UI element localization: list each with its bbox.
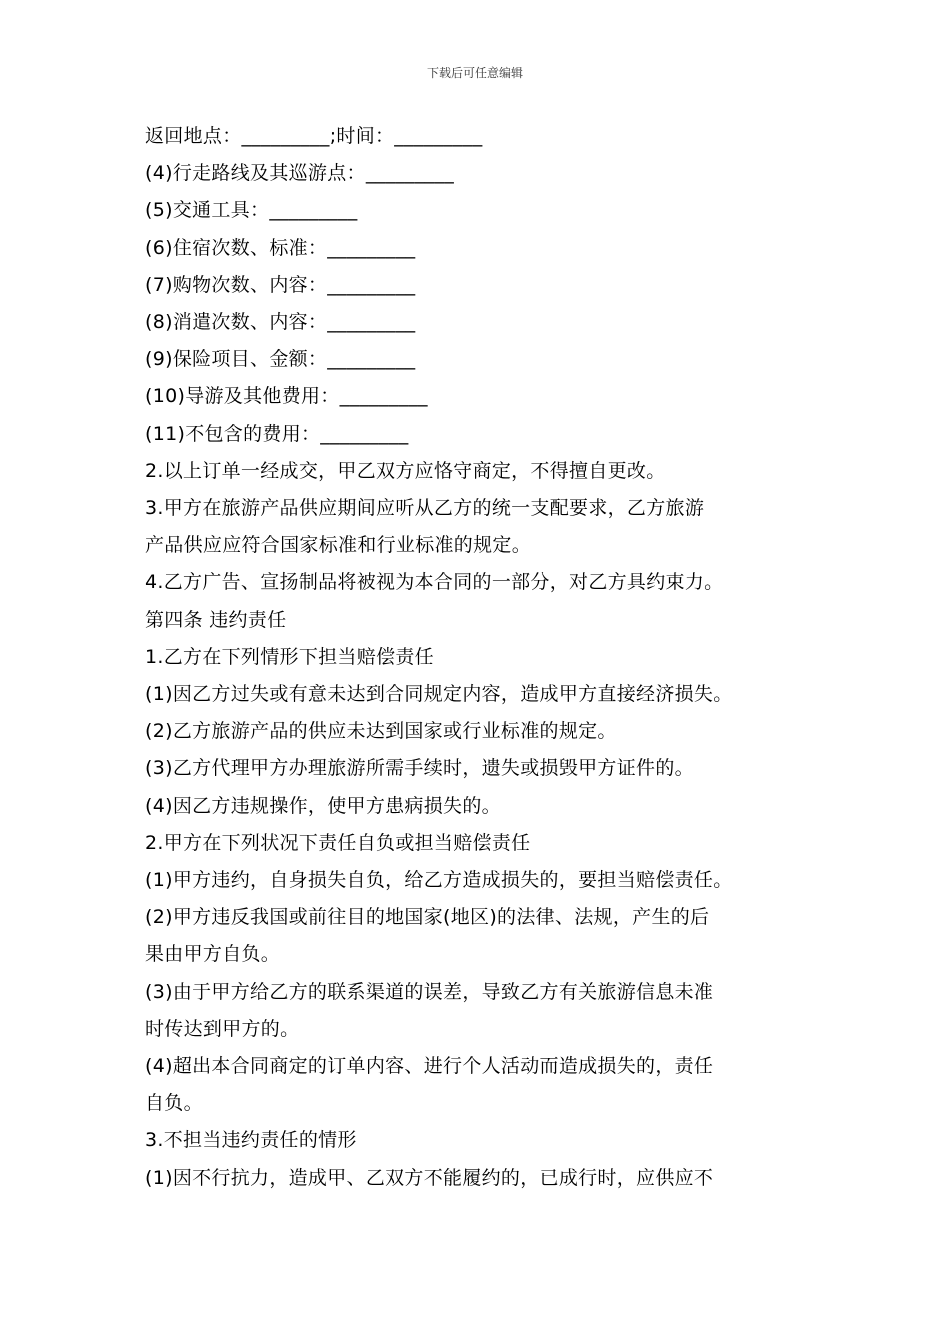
text-line: 产品供应应符合国家标准和行业标准的规定。	[145, 534, 532, 557]
document-body	[145, 118, 810, 1197]
text-line: (3)乙方代理甲方办理旅游所需手续时，遗失或损毁甲方证件的。	[145, 757, 694, 780]
text-line: (3)由于甲方给乙方的联系渠道的误差，导致乙方有关旅游信息未准	[145, 980, 714, 1003]
text-line: 4.乙方广告、宣扬制品将被视为本合同的一部分，对乙方具约束力。	[145, 571, 724, 594]
text-line: (8)消遣次数、内容：_________	[145, 311, 416, 334]
text-line: 果由甲方自负。	[145, 943, 281, 966]
text-line: (2)甲方违反我国或前往目的地国家(地区)的法律、法规，产生的后	[145, 906, 710, 929]
text-line: (5)交通工具：_________	[145, 199, 358, 222]
text-line: 1.乙方在下列情形下担当赔偿责任	[145, 645, 434, 668]
text-line: (4)超出本合同商定的订单内容、进行个人活动而造成损失的，责任	[145, 1055, 714, 1078]
text-line: (2)乙方旅游产品的供应未达到国家或行业标准的规定。	[145, 720, 617, 743]
text-line: 自负。	[145, 1092, 203, 1115]
text-line: (6)住宿次数、标准：_________	[145, 236, 416, 259]
text-line: 返回地点：_________;时间：_________	[145, 125, 483, 147]
text-line: 3.不担当违约责任的情形	[145, 1129, 357, 1152]
text-line: (10)导游及其他费用：_________	[145, 385, 428, 408]
text-line: (1)因不行抗力，造成甲、乙双方不能履约的，已成行时，应供应不	[145, 1166, 714, 1189]
text-line: 3.甲方在旅游产品供应期间应听从乙方的统一支配要求，乙方旅游	[145, 497, 705, 520]
text-line: (4)行走路线及其巡游点：_________	[145, 162, 455, 185]
text-line: (1)甲方违约，自身损失自负，给乙方造成损失的，要担当赔偿责任。	[145, 869, 733, 892]
section-heading: 第四条 违约责任	[145, 608, 287, 631]
text-line: 时传达到甲方的。	[145, 1017, 300, 1040]
text-line: (1)因乙方过失或有意未达到合同规定内容，造成甲方直接经济损失。	[145, 683, 733, 706]
text-line: (7)购物次数、内容：_________	[145, 273, 416, 296]
text-line: 2.以上订单一经成交，甲乙双方应恪守商定，不得擅自更改。	[145, 459, 666, 482]
page-header: 下载后可任意编辑	[426, 66, 523, 80]
text-line: (9)保险项目、金额：_________	[145, 348, 416, 371]
text-line: 2.甲方在下列状况下责任自负或担当赔偿责任	[145, 831, 531, 854]
text-line: (4)因乙方违规操作，使甲方患病损失的。	[145, 794, 501, 817]
text-line: (11)不包含的费用：_________	[145, 422, 409, 445]
